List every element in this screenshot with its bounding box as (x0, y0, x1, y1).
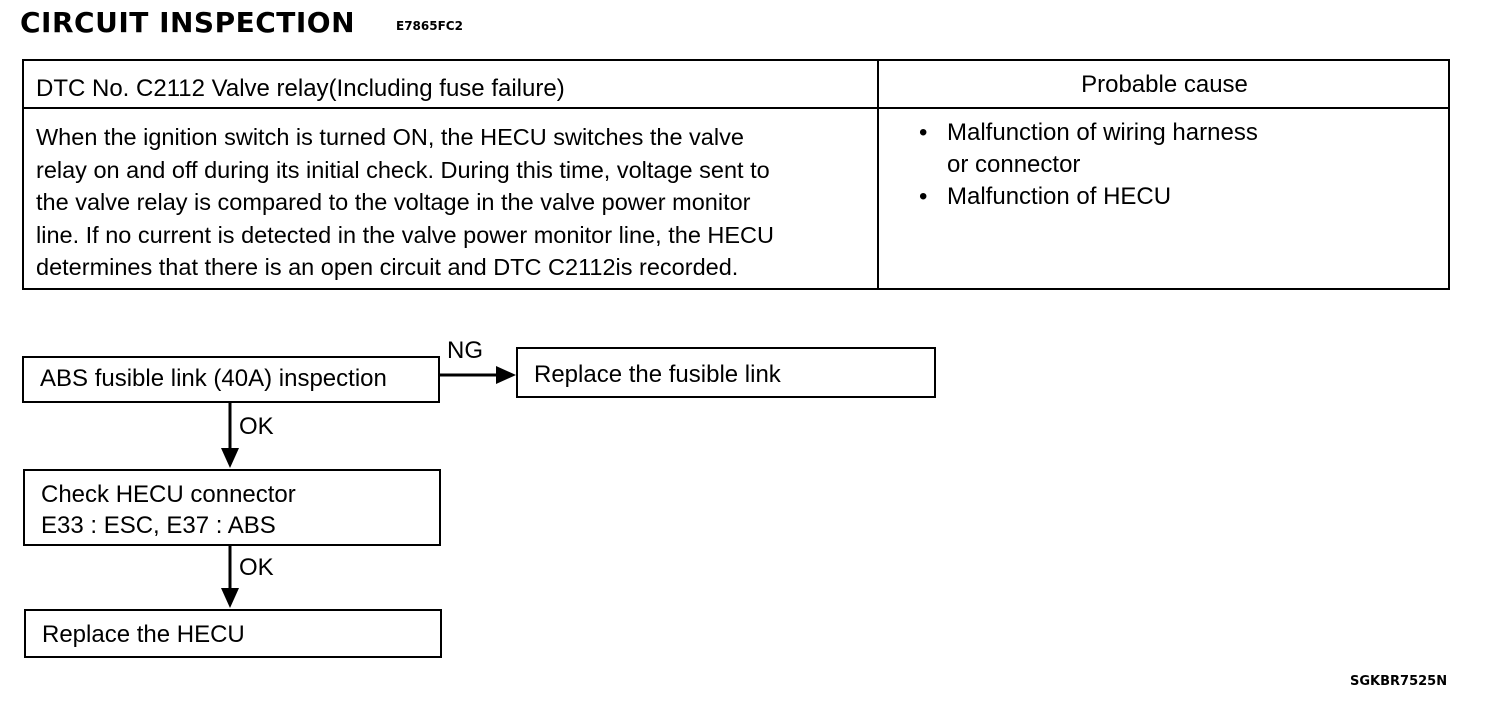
description-line: line. If no current is detected in the valve power monitor line, the HECU (36, 221, 775, 248)
cause-line: or connector (947, 151, 1081, 178)
step-label: ABS fusible link (40A) inspection (40, 365, 387, 392)
probable-cause-header: Probable cause (1081, 71, 1248, 98)
figure-code: SGKBR7525N (1350, 674, 1448, 689)
step-label: Replace the HECU (42, 621, 245, 648)
cause-line: Malfunction of HECU (947, 183, 1172, 210)
step-label-line: Check HECU connector (41, 481, 296, 508)
ok-label: OK (239, 413, 274, 440)
step-fusible-link-inspection (22, 356, 440, 403)
step-replace-hecu (24, 609, 442, 658)
step-label-line: E33 : ESC, E37 : ABS (41, 512, 276, 539)
description-line: the valve relay is compared to the voltage in the valve power monitor (36, 189, 751, 215)
step-label: Replace the fusible link (534, 361, 781, 388)
description-line: When the ignition switch is turned ON, the HECU switches the valve (36, 124, 744, 150)
step-check-hecu-connector (23, 469, 441, 546)
dtc-header: DTC No. C2112 Valve relay(Including fuse failure) (36, 75, 565, 102)
bullet: • (919, 119, 928, 146)
description-line: relay on and off during its initial check. During this time, voltage sent to (36, 156, 770, 183)
ok-label: OK (239, 554, 274, 581)
ok1-arrowhead (221, 448, 239, 468)
cause-line: Malfunction of wiring harness (947, 119, 1258, 146)
section-code: E7865FC2 (396, 19, 463, 33)
ng-label: NG (447, 337, 483, 364)
step-replace-fusible-link (516, 347, 936, 398)
description-line: determines that there is an open circuit and DTC C2112is recorded. (36, 254, 739, 280)
bullet: • (919, 183, 928, 210)
page-title: CIRCUIT INSPECTION (20, 6, 356, 39)
ng-arrowhead (496, 366, 516, 384)
ok2-arrowhead (221, 588, 239, 608)
